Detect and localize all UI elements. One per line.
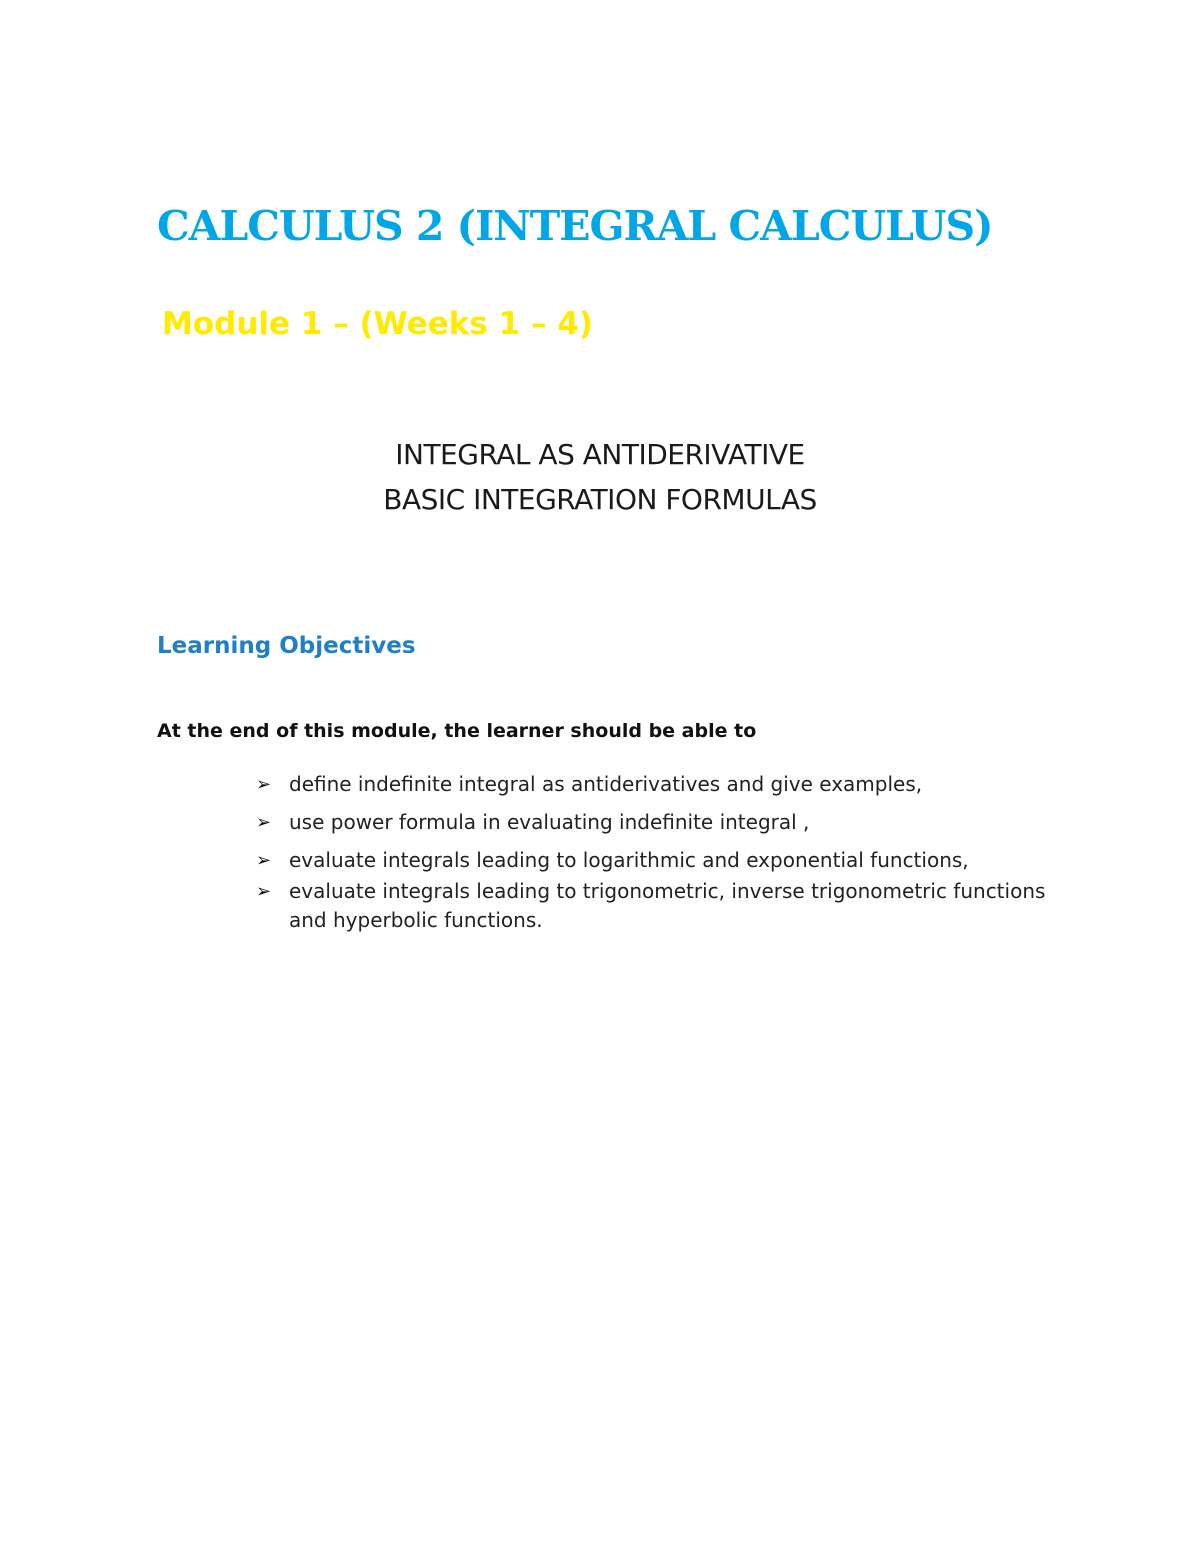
objective-item [256,770,1056,799]
arrow-bullet-icon: ➢ [256,850,272,871]
objective-item [256,808,1056,837]
course-title: CALCULUS 2 (INTEGRAL CALCULUS) [157,202,993,250]
arrow-bullet-icon: ➢ [256,812,272,833]
topic-line-1: INTEGRAL AS ANTIDERIVATIVE [395,438,805,471]
objectives-intro: At the end of this module, the learner should be able to [157,720,757,742]
objective-text: define indefinite integral as antiderivatives and give examples, [289,772,923,796]
objective-text: evaluate integrals leading to trigonometric, inverse trigonometric functions and hyperbolic functions. [289,879,1046,932]
objective-text: use power formula in evaluating indefinite integral , [289,810,810,834]
learning-objectives-heading: Learning Objectives [157,633,416,659]
objectives-list [256,770,1056,935]
arrow-bullet-icon: ➢ [256,774,272,795]
objective-item [256,846,1056,875]
arrow-bullet-icon: ➢ [256,881,272,902]
objective-text: evaluate integrals leading to logarithmic and exponential functions, [289,848,969,872]
topic-heading [300,432,900,522]
module-label: Module 1 – (Weeks 1 – 4) [162,306,594,342]
objective-item [256,877,1056,935]
topic-line-2: BASIC INTEGRATION FORMULAS [383,483,817,516]
